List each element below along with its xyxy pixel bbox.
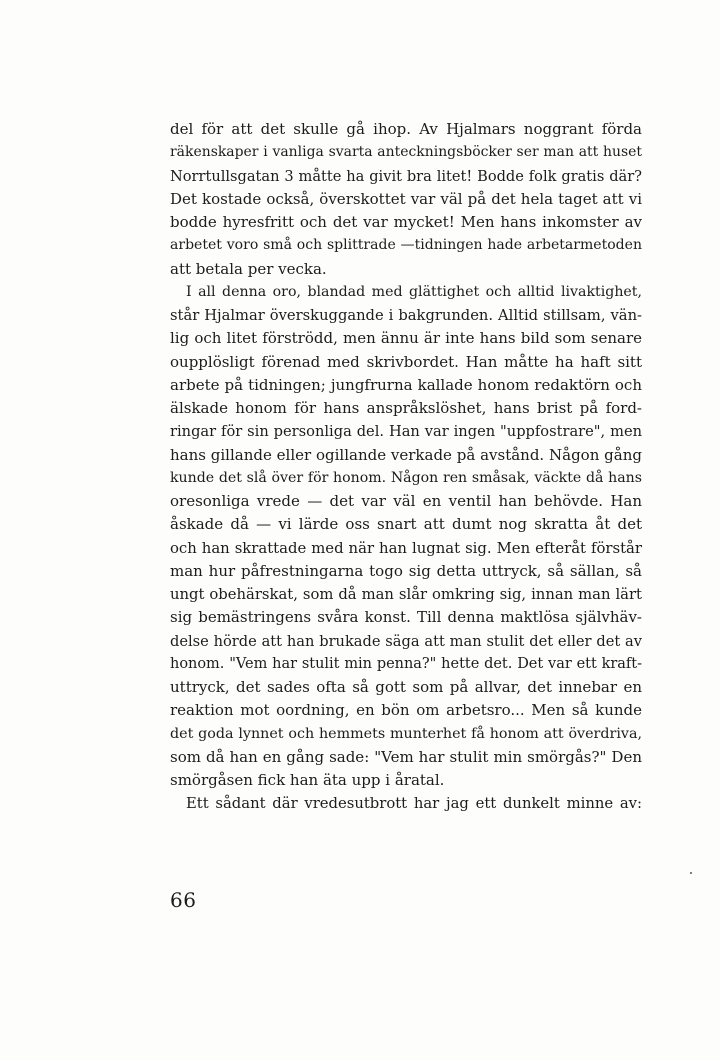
text-line: bodde hyresfritt och det var mycket! Men hans inkomster av <box>170 213 642 231</box>
text-line: lig och litet förströdd, men ännu är inte hans bild som senare <box>170 329 642 348</box>
text-line: räkenskaper i vanliga svarta anteckningsböcker ser man att huset <box>170 144 642 161</box>
text-line: arbete på tidningen; jungfrurna kallade honom redaktörn och <box>170 375 642 394</box>
text-line: Det kostade också, överskottet var väl på det hela taget att vi <box>170 189 642 208</box>
text-line: uttryck, det sades ofta så gott som på allvar, det innebar en <box>170 678 642 696</box>
text-line: oupplösligt förenad med skrivbordet. Han måtte ha haft sitt <box>170 352 642 371</box>
text-line: oresonliga vrede — det var väl en ventil han behövde. Han <box>170 492 642 510</box>
text-line: som då han en gång sade: "Vem har stulit min smörgås?" Den <box>170 747 642 766</box>
text-line: Norrtullsgatan 3 måtte ha givit bra litet! Bodde folk gratis där? <box>170 167 642 185</box>
text-line: smörgåsen fick han äta upp i åratal. <box>170 771 445 789</box>
text-line: ringar för sin personliga del. Han var ingen "uppfostrare", men <box>170 423 642 441</box>
print-speck <box>690 872 692 874</box>
page-number: 66 <box>170 888 197 912</box>
text-line: åskade då — vi lärde oss snart att dumt nog skratta åt det <box>170 515 642 534</box>
text-line: kunde det slå över för honom. Någon ren småsak, väckte då hans <box>170 469 642 486</box>
text-line: reaktion mot oordning, en bön om arbetsro... Men så kunde <box>170 701 642 720</box>
text-line: älskade honom för hans anspråkslöshet, hans brist på ford- <box>170 399 642 417</box>
text-line: hans gillande eller ogillande verkade på avstånd. Någon gång <box>170 445 642 464</box>
text-line: att betala per vecka. <box>170 259 327 278</box>
text-line: delse hörde att han brukade säga att man stulit det eller det av <box>170 632 642 650</box>
text-line: honom. "Vem har stulit min penna?" hette det. Det var ett kraft- <box>170 655 642 672</box>
text-line: man hur påfrestningarna togo sig detta uttryck, så sällan, så <box>170 561 642 580</box>
text-line: det goda lynnet och hemmets munterhet få honom att överdriva, <box>170 725 642 742</box>
text-line: sig bemästringens svåra konst. Till denna maktlösa självhäv- <box>170 608 642 627</box>
text-line: Ett sådant där vredesutbrott har jag ett dunkelt minne av: <box>186 795 642 813</box>
text-line: står Hjalmar överskuggande i bakgrunden. Alltid stillsam, vän- <box>170 307 642 324</box>
text-line: och han skrattade med när han lugnat sig. Men efteråt förstår <box>170 539 642 557</box>
text-line: del för att det skulle gå ihop. Av Hjalmars noggrant förda <box>170 120 642 138</box>
text-line: I all denna oro, blandad med glättighet och alltid livaktighet, <box>186 283 642 300</box>
text-line: arbetet voro små och splittrade —tidningen hade arbetarmetoden <box>170 237 642 254</box>
body-text <box>170 118 642 816</box>
text-line: ungt obehärskat, som då man slår omkring sig, innan man lärt <box>170 586 642 603</box>
